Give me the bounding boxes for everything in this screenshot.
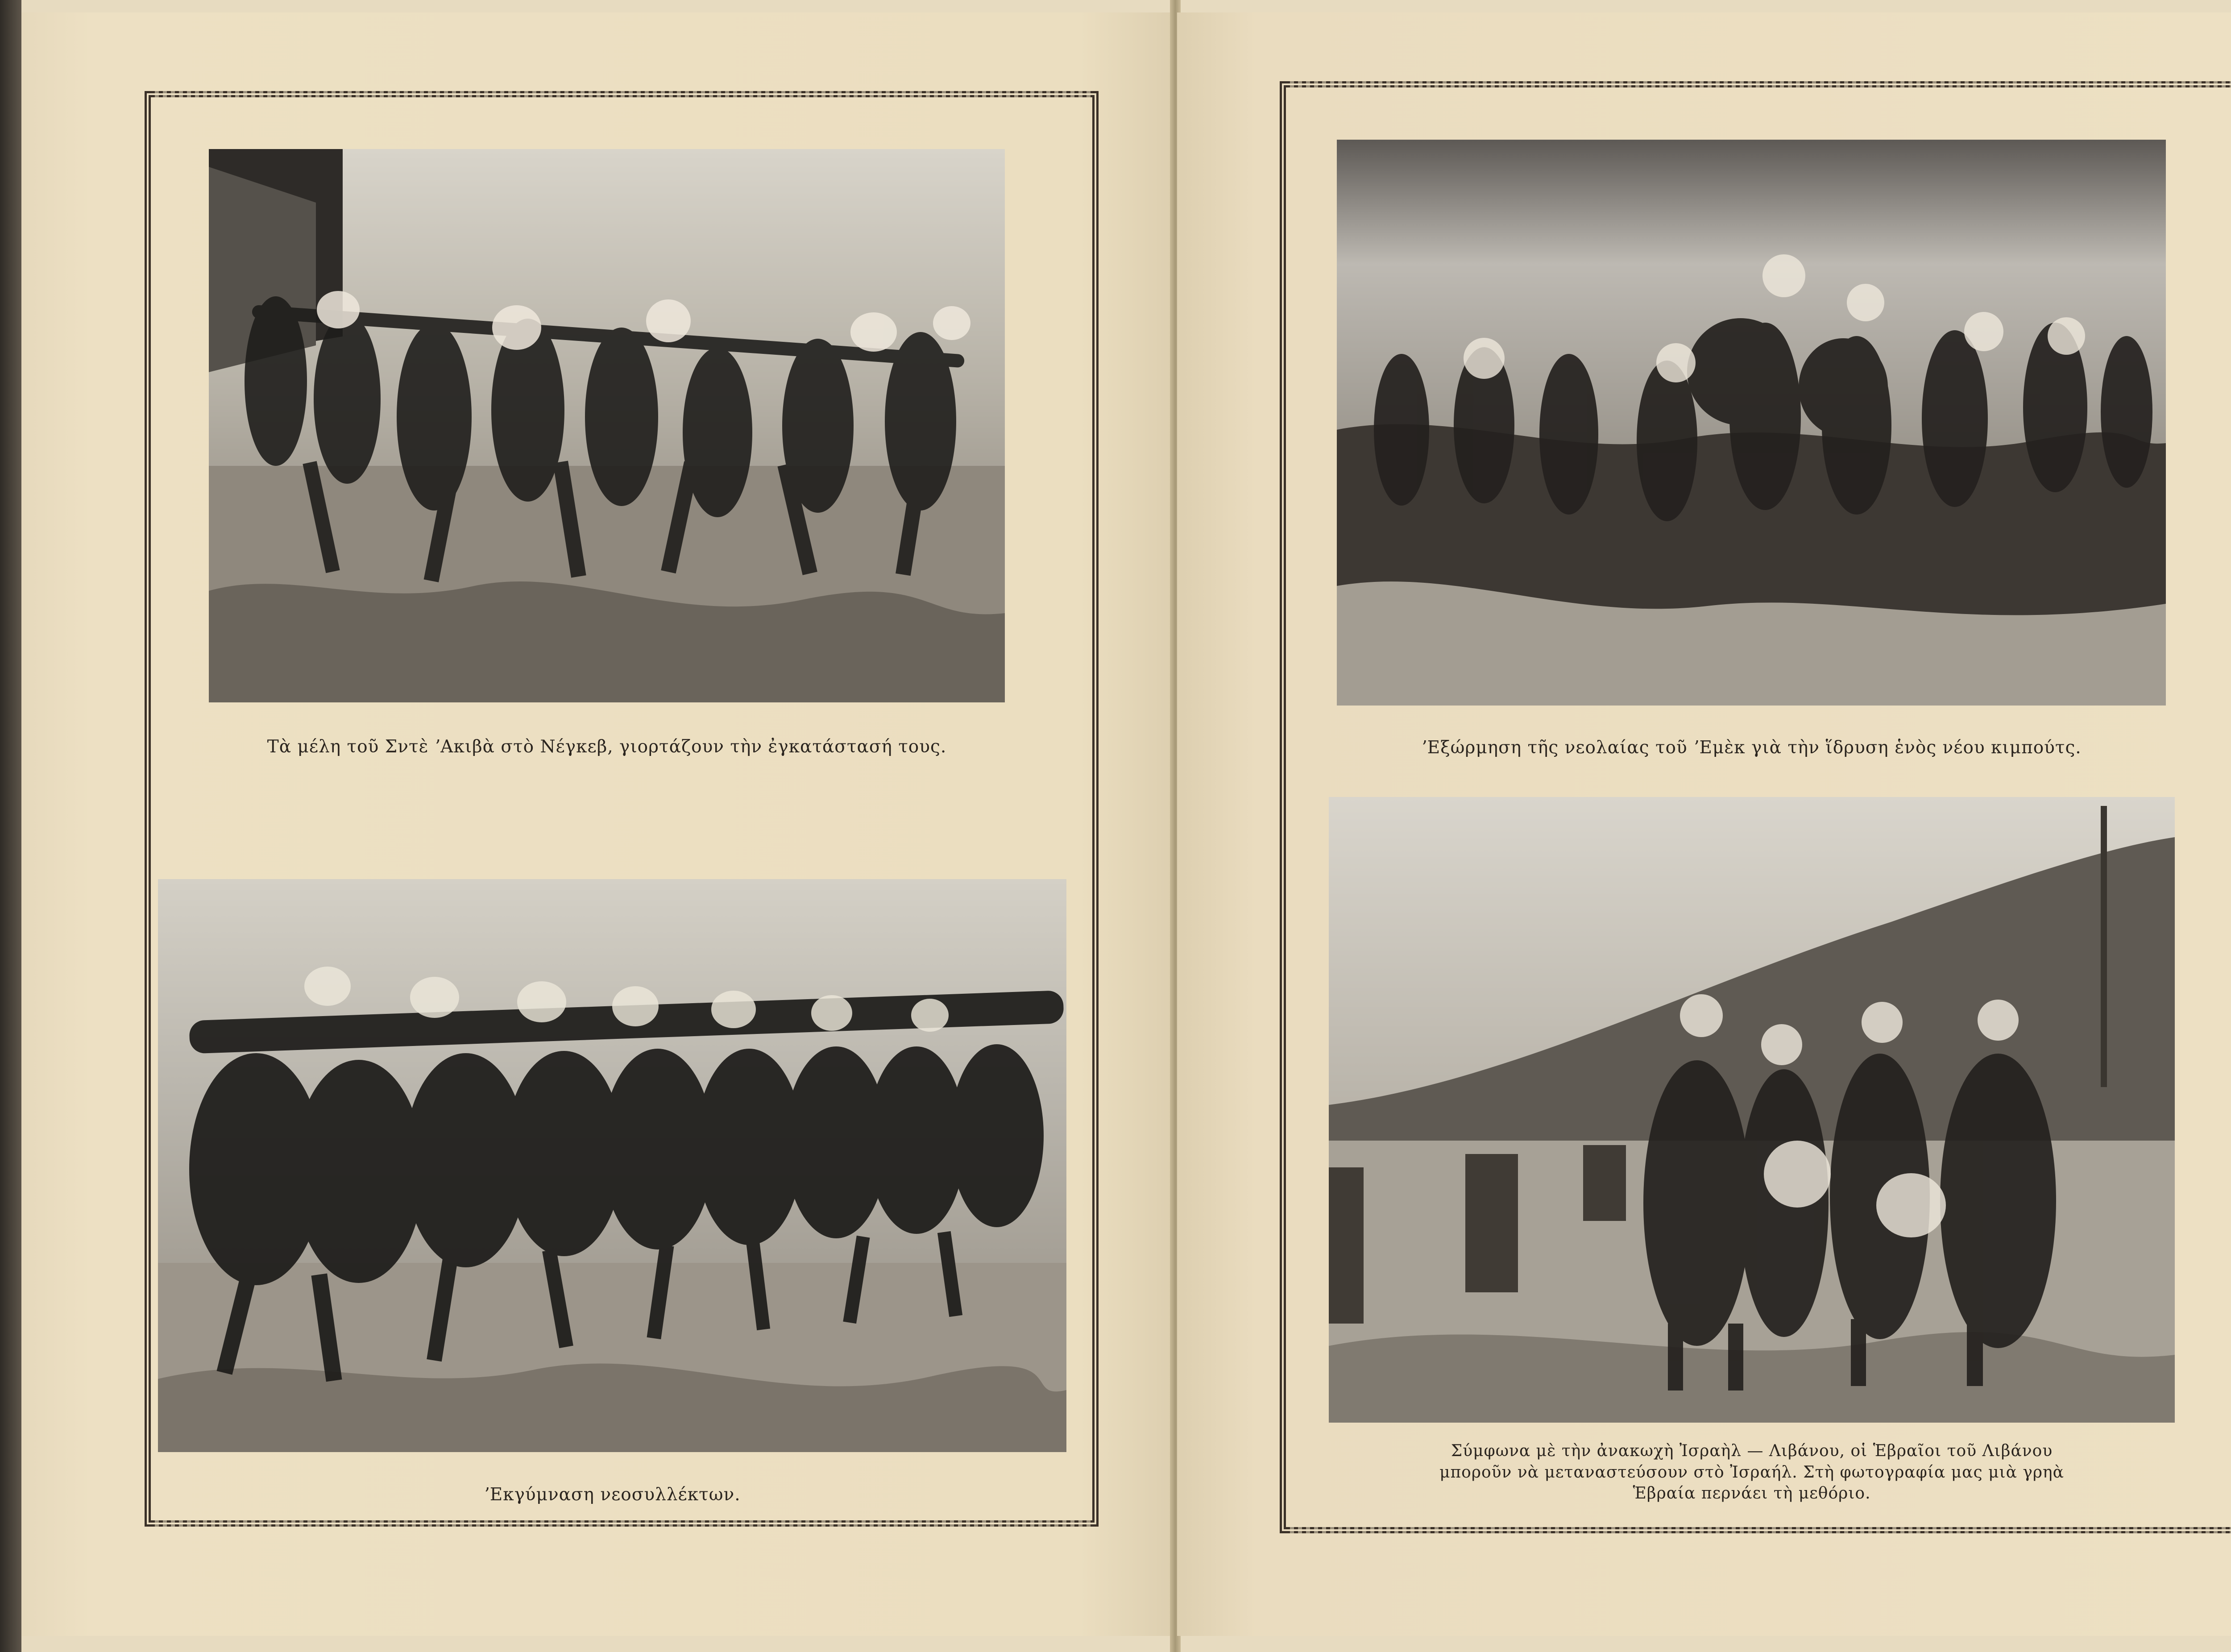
left-page [21,12,1172,1636]
caption-lebanon-line-1: Σύμφωνα μὲ τὴν ἀνακωχὴ Ἰσραὴλ — Λιβάνου, οἱ Ἑβραῖοι τοῦ Λιβάνου [1451,1442,2053,1460]
photo-emek-image [1337,140,2166,706]
caption-lebanon-line-3: Ἑβραία περνάει τὴ μεθόριο. [1633,1484,1871,1503]
photo-dance-image [209,149,1005,702]
photo-lebanon-border [1329,797,2175,1423]
left-frame-bottom-wave [151,1520,1092,1527]
photo-recruit-training [158,879,1066,1452]
right-frame-top-wave [1286,81,2231,88]
photo-training-image [158,879,1066,1452]
left-frame-top-wave [151,91,1092,98]
photo-border-image [1329,797,2175,1423]
right-page [1177,12,2231,1636]
caption-dance-negev: Τὰ μέλη τοῦ Σντὲ ʼΑκιβὰ στὸ Νέγκεβ, γιορτάζουν τὴν ἐγκατάστασή τους. [267,737,947,757]
caption-emek-youth: ʼΕξώρμηση τῆς νεολαίας τοῦ ʼΕμὲκ γιὰ τὴν ἵδρυση ἑνὸς νέου κιμπούτς. [1421,738,2082,758]
left-scan-edge [0,0,21,1652]
right-frame-bottom-wave [1286,1527,2231,1534]
caption-recruit-training: ʼΕκγύμναση νεοσυλλέκτων. [484,1485,741,1505]
caption-lebanon-line-2: μποροῦν νὰ μεταναστεύσουν στὸ Ἰσραήλ. Στὴ φωτογραφία μας μιὰ γρηὰ [1439,1463,2064,1482]
photo-dance-negev [209,149,1005,702]
caption-lebanon-border [1329,1440,2175,1504]
photo-emek-youth [1337,140,2166,706]
